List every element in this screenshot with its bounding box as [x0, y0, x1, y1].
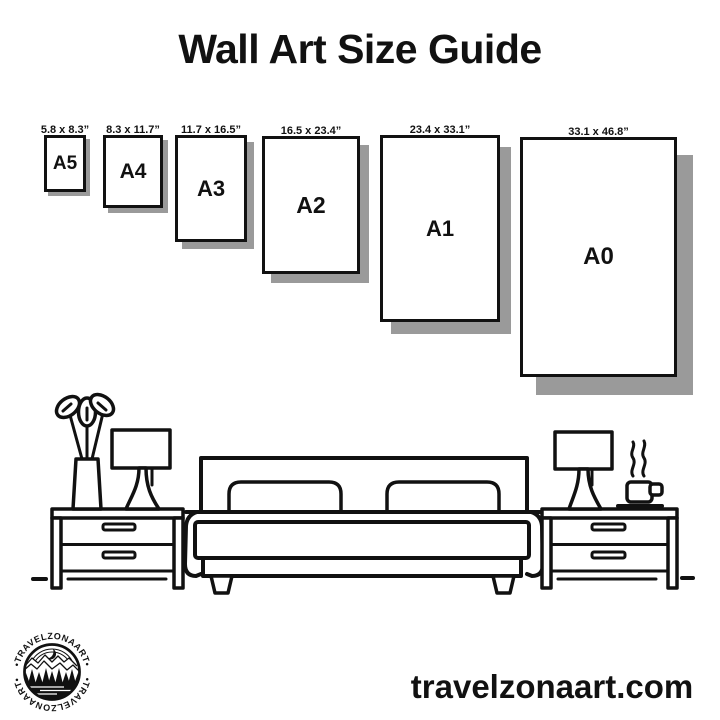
paper-card-a3	[175, 124, 247, 242]
nightstand-right-icon	[542, 509, 677, 588]
paper-size-label-a5: A5	[52, 152, 78, 174]
potted-plant-icon	[53, 390, 118, 509]
nightstand-left-icon	[52, 509, 183, 588]
bed-icon	[185, 458, 543, 593]
paper-card-a0	[520, 126, 677, 377]
coffee-cup-icon	[618, 441, 662, 506]
paper-dimensions-a0: 33.1 x 46.8”	[568, 126, 629, 138]
website-url: travelzonaart.com	[410, 668, 694, 705]
paper-dimensions-a5: 5.8 x 8.3”	[40, 124, 90, 136]
bedroom-illustration	[0, 378, 720, 618]
paper-card-a5	[40, 124, 90, 192]
paper-size-label-a3: A3	[196, 175, 226, 201]
paper-card-a1	[380, 124, 500, 322]
paper-card-a2	[262, 125, 360, 274]
brand-logo	[8, 628, 96, 716]
paper-size-label-a4: A4	[119, 159, 147, 183]
table-lamp-right-icon	[555, 432, 612, 509]
pillow-right	[387, 482, 499, 512]
logo-arc-text-top: •TRAVELZONAART•	[11, 630, 93, 668]
vase	[73, 459, 101, 509]
logo-arc-text-bottom: •TRAVELZONAART•	[11, 676, 93, 714]
page-title: Wall Art Size Guide	[178, 26, 542, 72]
paper-size-label-a2: A2	[296, 191, 326, 218]
paper-size-label-a1: A1	[425, 215, 455, 241]
paper-size-label-a0: A0	[583, 243, 614, 270]
bed-leg-left	[211, 576, 232, 593]
paper-dimensions-a3: 11.7 x 16.5”	[181, 124, 241, 136]
bed-leg-right	[493, 576, 514, 593]
table-lamp-left-icon	[112, 430, 170, 509]
pillow-left	[229, 482, 341, 512]
paper-dimensions-a4: 8.3 x 11.7”	[106, 124, 160, 136]
paper-card-a4	[103, 124, 163, 208]
paper-dimensions-a2: 16.5 x 23.4”	[280, 125, 342, 137]
paper-dimensions-a1: 23.4 x 33.1”	[409, 124, 471, 136]
